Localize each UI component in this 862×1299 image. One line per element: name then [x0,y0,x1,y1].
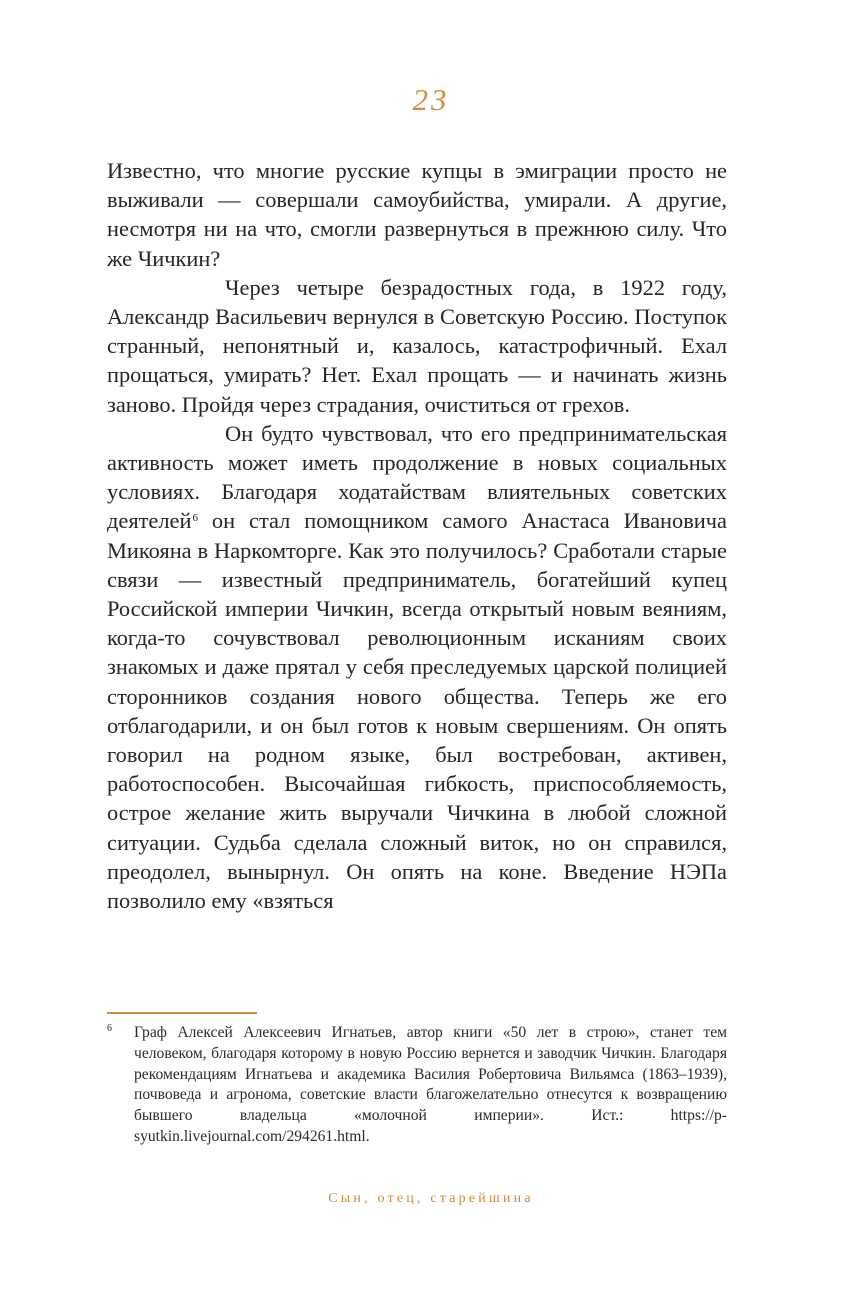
paragraph-text: он стал помощником самого Анастаса Ивановича Микояна в Наркомторге. Как это получилось? Сработали старые связи — известный предприниматель, богатейший купец Российской империи Чичкин, всегда открытый новым веяниям, когда-то сочувствовал революционным исканиям своих знакомых и даже прятал у себя преследуемых царской полицией сторонников создания нового общества. Теперь же его отблагодарили, и он был готов к новым свершениям. Он опять говорил на родном языке, был востребован, активен, работоспособен. Высочайшая гибкость, приспособляемость, острое желание жить выручали Чичкина в любой сложной ситуации. Судьба сделала сложный виток, но он справился, преодолел, вынырнул. Он опять на коне. Введение НЭПа позволило ему «взяться [107,508,727,914]
footnote-reference[interactable]: 6 [192,512,198,525]
paragraph: Через четыре безрадостных года, в 1922 году, Александр Васильевич вернулся в Советскую Россию. Поступок странный, непонятный и, казалось, катастрофичный. Ехал прощаться, умирать? Нет. Ехал прощать — и начинать жизнь заново. Пройдя через страдания, очиститься от грехов. [107,274,727,417]
paragraph: Известно, что многие русские купцы в эмиграции просто не выживали — совершали самоубийства, умирали. А другие, несмотря ни на что, смогли развернуться в прежнюю силу. Что же Чичкин? [107,158,727,271]
footnote-text: Граф Алексей Алексеевич Игнатьев, автор книги «50 лет в строю», станет тем человеком, благодаря которому в новую Россию вернется и заводчик Чичкин. Благодаря рекомендациям Игнатьева и академика Василия Робертовича Вильямса (1863–1939), почвоведа и агронома, советские власти благожелательно отнесутся к возвращению бывшего владельца «молочной империи». Ист.: https://p-syutkin.livejournal.com/294261.html. [134,1024,727,1145]
running-footer: Сын, отец, старейшина [328,1191,534,1206]
paragraph-text: Он будто чувствовал, что его предпринимательская активность может иметь продолжение в новых социальных условиях. Благодаря ходатайствам влиятельных советских деятелей [107,420,727,534]
main-text [107,156,727,915]
paragraph [107,419,727,915]
footnote-divider [107,1012,257,1014]
footnote-marker: 6 [107,1023,112,1034]
footnote [107,1023,727,1148]
page-number: 23 [412,82,450,117]
